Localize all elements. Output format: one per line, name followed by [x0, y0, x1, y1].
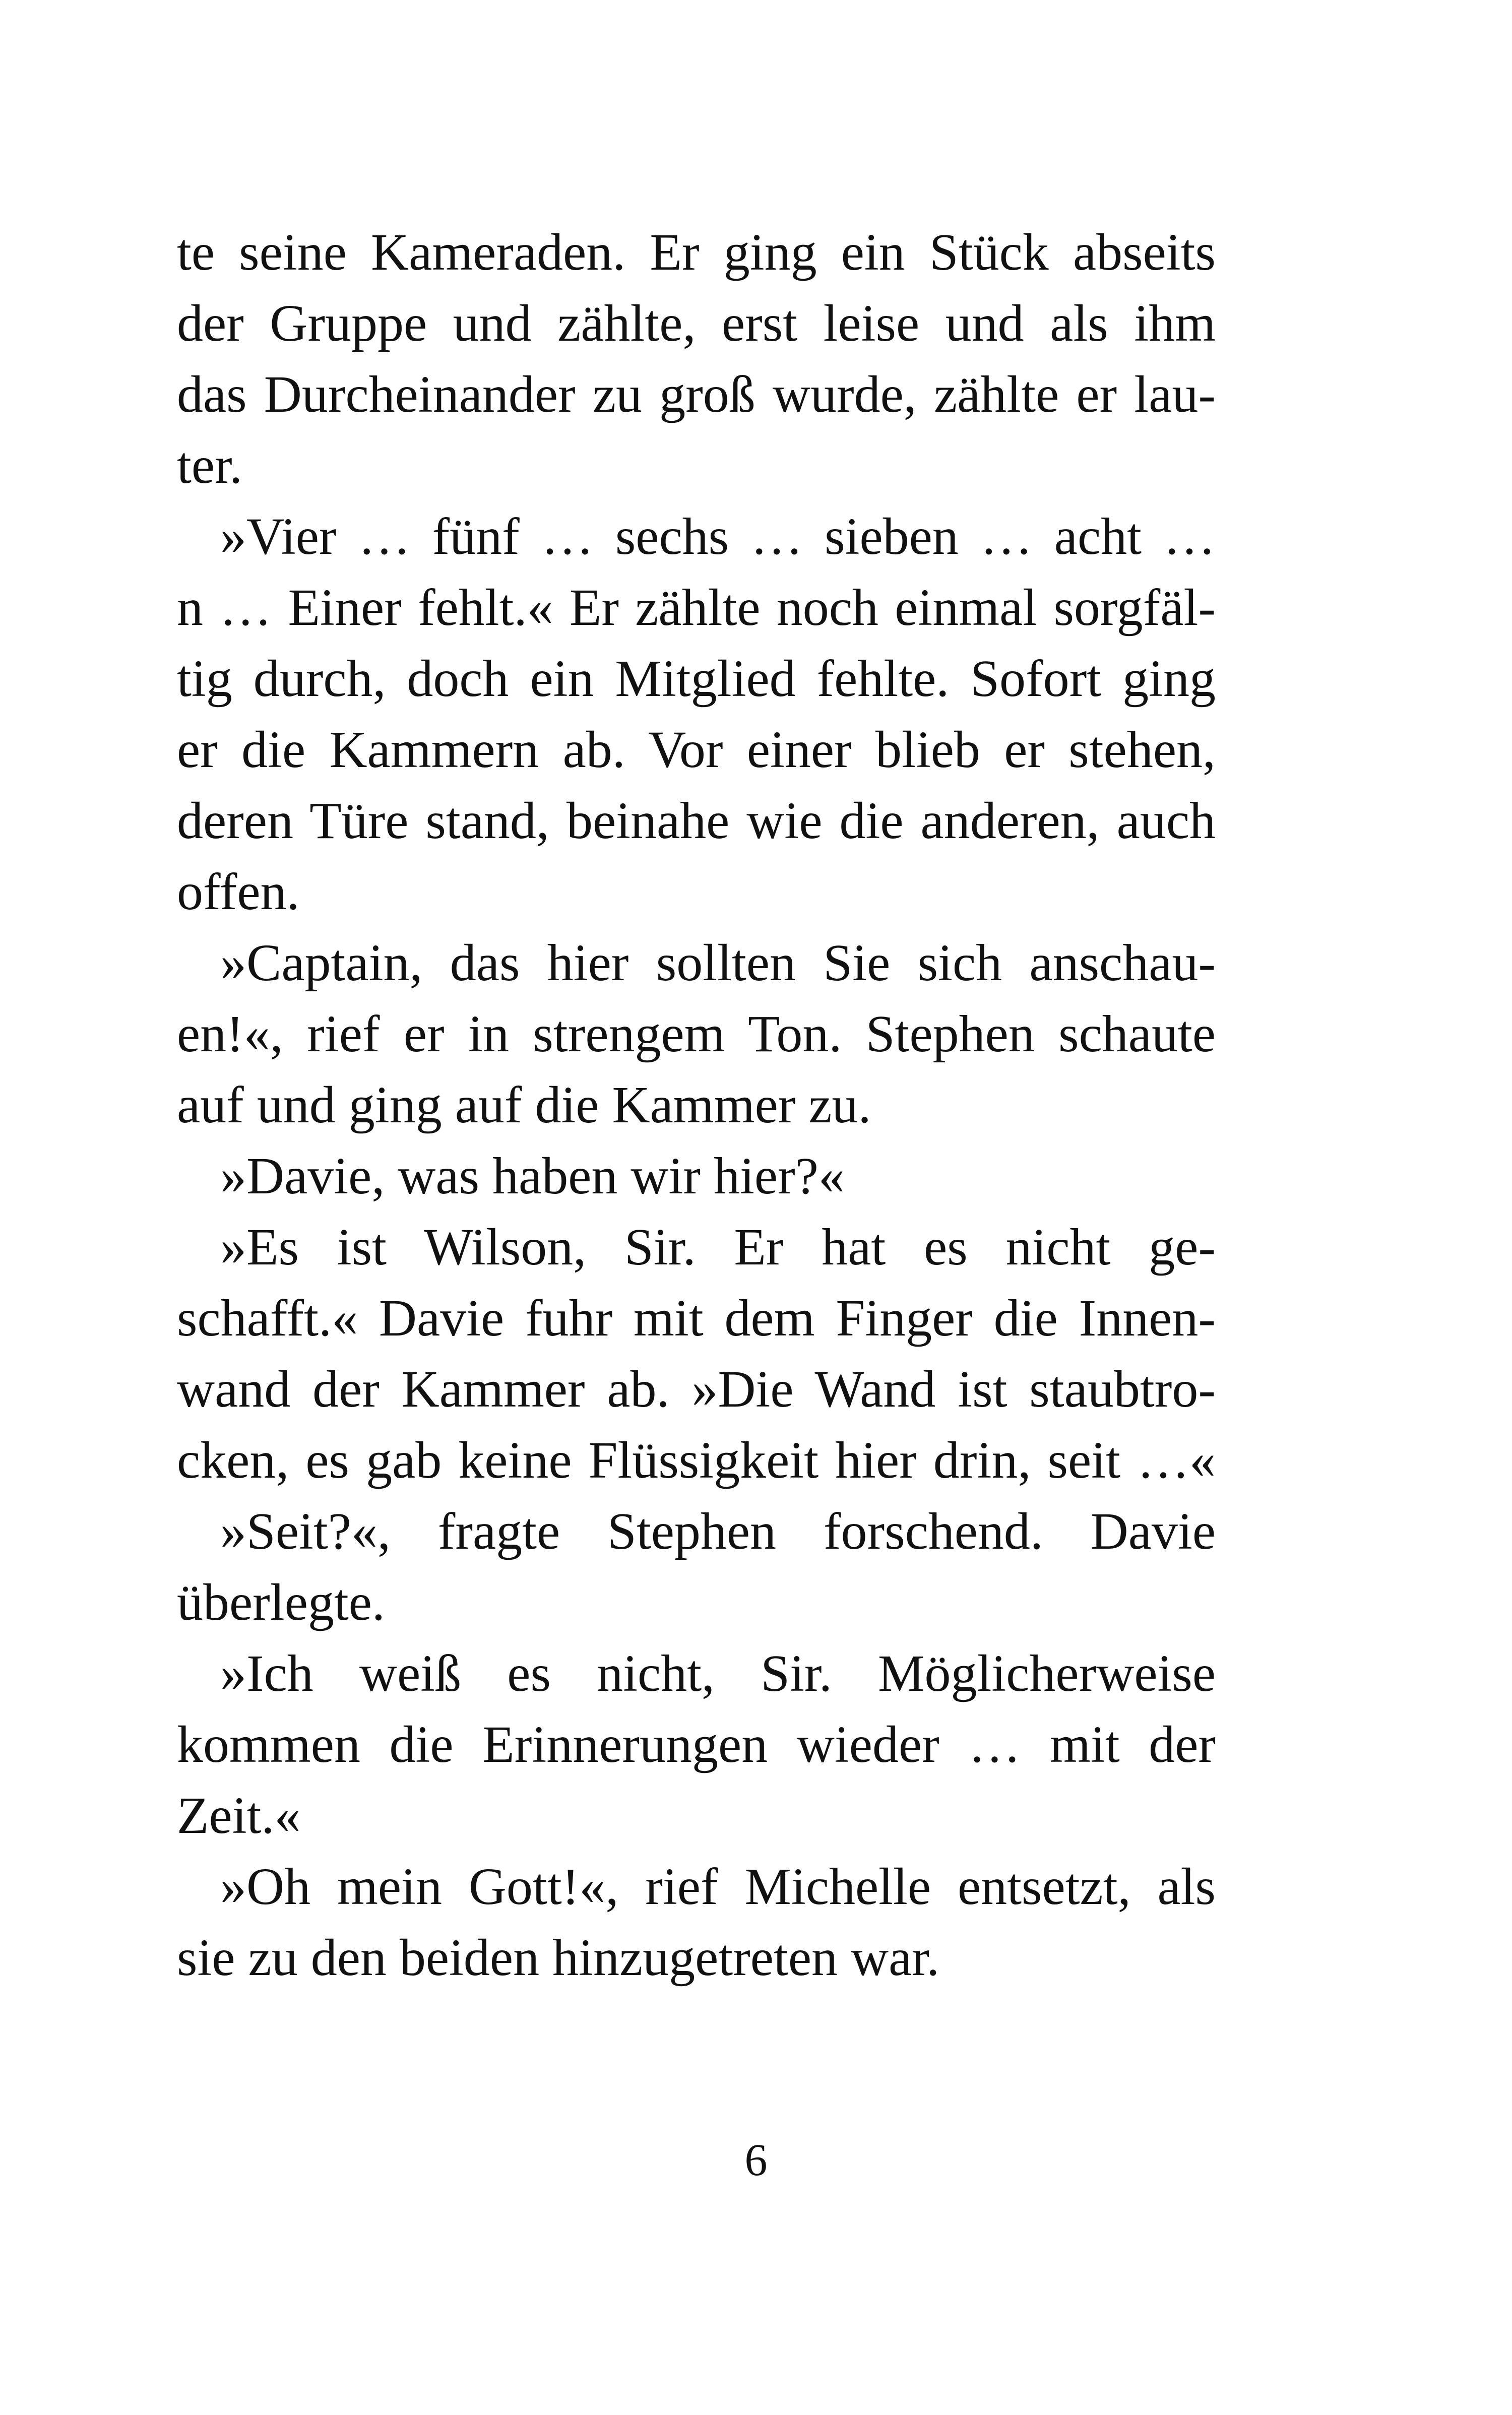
text-line: »Davie, was haben wir hier?«	[220, 1147, 845, 1205]
text-line: »Oh mein Gott!«, rief Michelle entsetzt, als	[220, 1858, 1216, 1916]
text-line: cken, es gab keine Flüssigkeit hier drin, seit …«	[177, 1431, 1216, 1489]
page-number: 6	[744, 2135, 768, 2185]
text-line: offen.	[177, 863, 300, 921]
text-line: kommen die Erinnerungen wieder … mit der	[177, 1715, 1216, 1773]
text-line: en!«, rief er in strengem Ton. Stephen schaute	[177, 1005, 1216, 1063]
text-line: te seine Kameraden. Er ging ein Stück abseits	[177, 223, 1216, 281]
text-line: ter.	[177, 436, 242, 494]
text-line: tig durch, doch ein Mitglied fehlte. Sofort ging	[177, 650, 1216, 708]
text-line: Zeit.«	[177, 1787, 301, 1845]
text-line: der Gruppe und zählte, erst leise und als ihm	[177, 294, 1216, 352]
text-line: das Durcheinander zu groß wurde, zählte er lau-	[177, 365, 1216, 423]
body-text	[177, 217, 1216, 1993]
text-line: wand der Kammer ab. »Die Wand ist staubtro-	[177, 1360, 1216, 1418]
text-line: sie zu den beiden hinzugetreten war.	[177, 1929, 940, 1987]
text-line: »Captain, das hier sollten Sie sich anschau-	[220, 934, 1216, 992]
text-line: er die Kammern ab. Vor einer blieb er stehen,	[177, 721, 1216, 779]
text-line: schafft.« Davie fuhr mit dem Finger die Innen-	[177, 1289, 1216, 1347]
text-line: überlegte.	[177, 1573, 385, 1631]
text-line: deren Türe stand, beinahe wie die anderen, auch	[177, 792, 1216, 850]
text-line: »Es ist Wilson, Sir. Er hat es nicht ge-	[220, 1218, 1216, 1276]
text-line: »Ich weiß es nicht, Sir. Möglicherweise	[220, 1644, 1216, 1702]
text-line: auf und ging auf die Kammer zu.	[177, 1076, 871, 1134]
text-line: »Seit?«, fragte Stephen forschend. Davie	[220, 1502, 1216, 1560]
text-line: »Vier … fünf … sechs … sieben … acht …	[220, 507, 1216, 565]
text-line: n … Einer fehlt.« Er zählte noch einmal sorgfäl-	[177, 579, 1216, 637]
